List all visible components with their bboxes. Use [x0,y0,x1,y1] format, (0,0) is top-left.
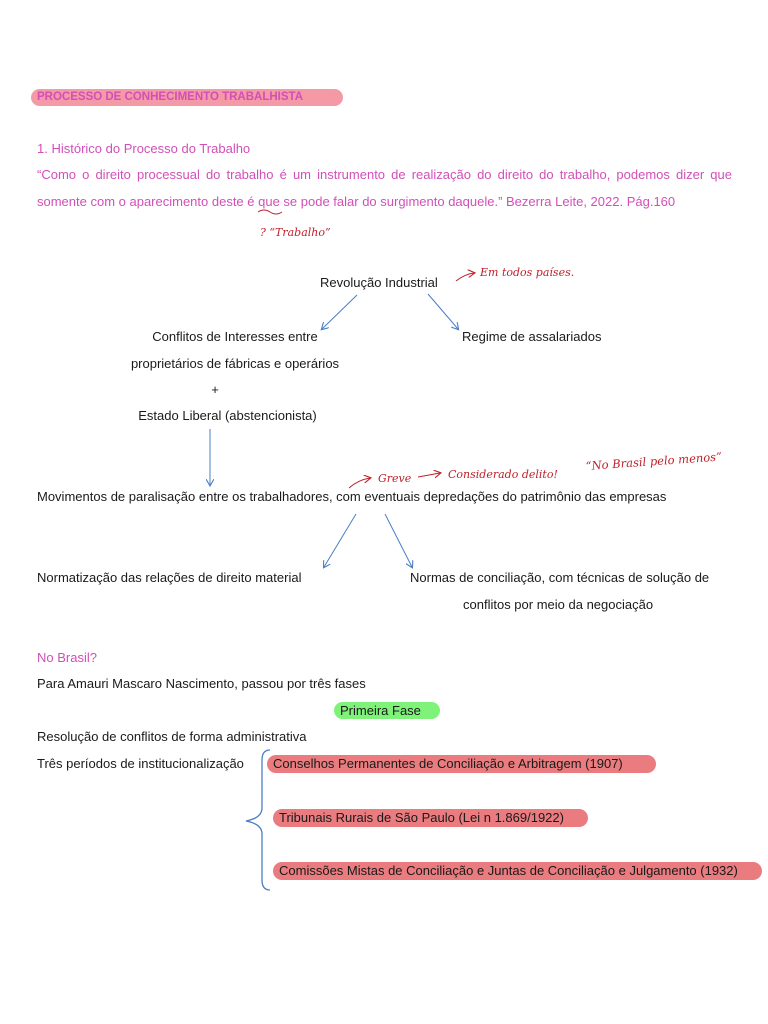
periodo-item-1: Conselhos Permanentes de Conciliação e Arbitragem (1907) [267,755,656,773]
arrow-to-normatizacao [324,514,356,567]
brace-icon [246,750,270,890]
periodo-item-3: Comissões Mistas de Conciliação e Juntas de Conciliação e Julgamento (1932) [273,862,762,880]
node-conflitos-line2: proprietários de fábricas e operários [130,356,340,371]
amauri-line: Para Amauri Mascaro Nascimento, passou por três fases [37,676,366,691]
primeira-fase-label: Primeira Fase [334,702,440,719]
node-normas-conciliacao-line2: conflitos por meio da negociação [463,597,654,612]
document-title: PROCESSO DE CONHECIMENTO TRABALHISTA [31,89,343,106]
section-heading: 1. Histórico do Processo do Trabalho [37,141,251,156]
note-arrow-2 [349,478,370,488]
arrow-to-conflitos [322,295,357,329]
node-movimentos: Movimentos de paralisação entre os trabalhadores, com eventuais depredações do patrimônio das empresas [37,489,667,504]
squiggle-underline [258,210,282,214]
brasil-heading: No Brasil? [37,650,97,665]
node-conflitos-line1: Conflitos de Interesses entre [152,329,318,344]
node-revolucao-industrial: Revolução Industrial [320,275,438,290]
note-no-brasil: “No Brasil pelo menos” [585,449,723,473]
quote-paragraph: “Como o direito processual do trabalho é um instrumento de realização do direito do trabalho, podemos dizer que somente com o aparecimento deste é que se pode falar do surgimento daquele.” Bezerra Leite, 2022. Pág.160 [37,167,732,209]
note-arrow-3 [418,473,440,477]
note-todos-paises: Em todos países. [480,266,575,279]
arrow-to-regime [428,294,458,329]
node-regime-assalariados: Regime de assalariados [462,329,602,344]
tres-periodos-label: Três períodos de institucionalização [37,756,244,771]
node-normas-conciliacao-line1: Normas de conciliação, com técnicas de solução de [410,570,710,585]
node-normatizacao: Normatização das relações de direito material [37,570,302,585]
note-considerado-delito: Considerado delito! [448,468,558,481]
plus-sign: + [211,382,219,397]
note-trabalho: ? “Trabalho” [260,226,331,239]
node-estado-liberal: Estado Liberal (abstencionista) [138,408,317,423]
resolucao-line: Resolução de conflitos de forma administrativa [37,729,307,744]
note-arrow-1 [456,273,474,281]
note-greve: Greve [378,472,412,485]
arrow-to-normas [385,514,412,567]
periodo-item-2: Tribunais Rurais de São Paulo (Lei n 1.869/1922) [273,809,588,827]
